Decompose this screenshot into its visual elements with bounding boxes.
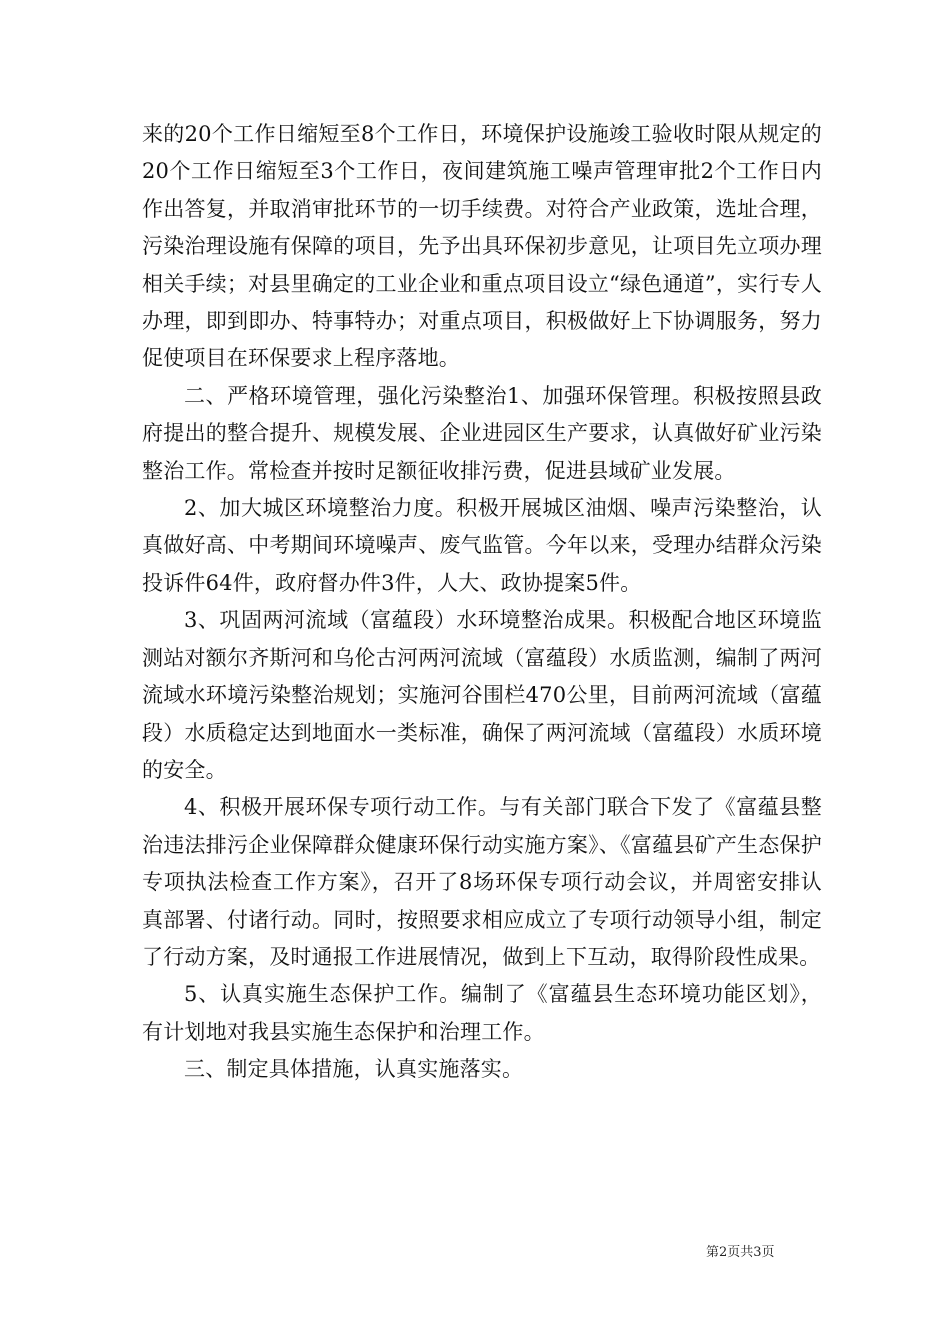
paragraph-1: 来的20个工作日缩短至8个工作日，环境保护设施竣工验收时限从规定的20个工作日缩短至3个工作日，夜间建筑施工噪声管理审批2个工作日内作出答复，并取消审批环节的一切手续费。对符合产业政策，选址合理，污染治理设施有保障的项目，先予出具环保初步意见，让项目先立项办理相关手续；对县里确定的工业企业和重点项目设立“绿色通道”，实行专人办理，即到即办、特事特办；对重点项目，积极做好上下协调服务，努力促使项目在环保要求上程序落地。 [142, 122, 822, 371]
document-body [142, 116, 822, 1089]
paragraph-6: 5、认真实施生态保护工作。编制了《富蕴县生态环境功能区划》，有计划地对我县实施生态保护和治理工作。 [142, 982, 822, 1044]
paragraph-5: 4、积极开展环保专项行动工作。与有关部门联合下发了《富蕴县整治违法排污企业保障群众健康环保行动实施方案》、《富蕴县矿产生态保护专项执法检查工作方案》，召开了8场环保专项行动会议，并周密安排认真部署、付诸行动。同时，按照要求相应成立了专项行动领导小组，制定了行动方案，及时通报工作进展情况，做到上下互动，取得阶段性成果。 [142, 795, 822, 969]
paragraph-7: 三、制定具体措施，认真实施落实。 [184, 1057, 524, 1082]
paragraph-2: 二、严格环境管理，强化污染整治1、加强环保管理。积极按照县政府提出的整合提升、规模发展、企业进园区生产要求，认真做好矿业污染整治工作。常检查并按时足额征收排污费，促进县域矿业发展。 [142, 383, 822, 483]
page-number: 第2页共3页 [706, 1245, 775, 1260]
paragraph-3: 2、加大城区环境整治力度。积极开展城区油烟、噪声污染整治，认真做好高、中考期间环境噪声、废气监管。今年以来，受理办结群众污染投诉件64件，政府督办件3件，人大、政协提案5件。 [142, 496, 822, 595]
paragraph-4: 3、巩固两河流域（富蕴段）水环境整治成果。积极配合地区环境监测站对额尔齐斯河和乌伦古河两河流域（富蕴段）水质监测，编制了两河流域水环境污染整治规划；实施河谷围栏470公里，目前两河流域（富蕴段）水质稳定达到地面水一类标准，确保了两河流域（富蕴段）水质环境的安全。 [142, 608, 822, 782]
